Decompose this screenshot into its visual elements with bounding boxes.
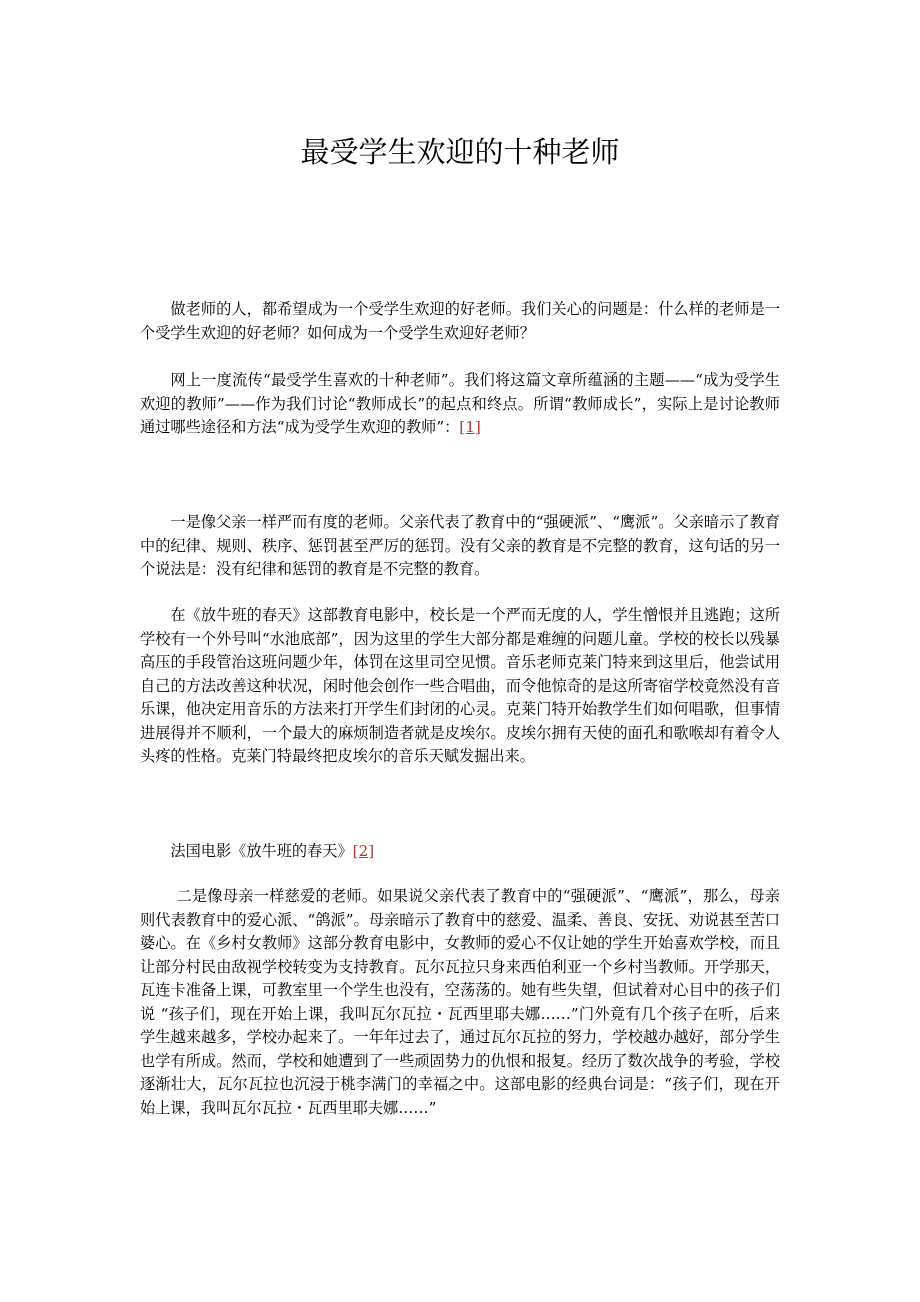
footnote-link-1[interactable]: [1] <box>459 418 481 436</box>
document-title: 最受学生欢迎的十种老师 <box>300 135 620 169</box>
image-caption <box>140 840 780 864</box>
footnote-link-2[interactable]: [2] <box>352 842 375 860</box>
paragraph-mother-teacher: 二是像母亲一样慈爱的老师。如果说父亲代表了教育中的“强硬派”、“鹰派”，那么，母亲则代表教育中的爱心派、“鸽派”。母亲暗示了教育中的慈爱、温柔、善良、安抚、劝说甚至苦口婆心。在《乡村女教师》这部分教育电影中，女教师的爱心不仅让她的学生开始喜欢学校，而且让部分村民由敌视学校转变为支持教育。瓦尔瓦拉只身来西伯利亚一个乡村当教师。开学那天，瓦连卡准备上课，可教室里一个学生也没有，空荡荡的。她有些失望，但试着对心目中的孩子们说 “孩子们，现在开始上课，我叫瓦尔瓦拉・瓦西里耶夫娜……”门外竟有几个孩子在听，后来学生越来越多，学校办起来了。一年年过去了，通过瓦尔瓦拉的努力，学校越办越好，部分学生也学有所成。然而，学校和她遭到了一些顽固势力的仇恨和报复。经历了数次战争的考验，学校逐渐壮大，瓦尔瓦拉也沉浸于桃李满门的幸福之中。这部电影的经典台词是：“孩子们，现在开始上课，我叫瓦尔瓦拉・瓦西里耶夫娜……” <box>140 887 780 1117</box>
paragraph-film-chorus: 在《放牛班的春天》这部教育电影中，校长是一个严而无度的人，学生憎恨并且逃跑；这所学校有一个外号叫“水池底部”，因为这里的学生大部分都是难缠的问题儿童。学校的校长以残暴高压的手段管治这班问题少年，体罚在这里司空见惯。音乐老师克莱门特来到这里后，他尝试用自己的方法改善这种状况，闲时他会创作一些合唱曲，而令他惊奇的是这所寄宿学校竟然没有音乐课，他决定用音乐的方法来打开学生们封闭的心灵。克莱门特开始教学生们如何唱歌，但事情进展得并不顺利，一个最大的麻烦制造者就是皮埃尔。皮埃尔拥有天使的面孔和歌喉却有着令人头疼的性格。克莱门特最终把皮埃尔的音乐天赋发掘出来。 <box>140 606 780 765</box>
paragraph-topic-text: 网上一度流传“最受学生喜欢的十种老师”。我们将这篇文章所蕴涵的主题——“成为受学生欢迎的教师”——作为我们讨论“教师成长”的起点和终点。所谓“教师成长”，实际上是讨论教师通过哪些途径和方法“成为受学生欢迎的教师”： <box>140 371 780 436</box>
image-caption-text: 法国电影《放牛班的春天》 <box>170 842 353 860</box>
paragraph-intro: 做老师的人，都希望成为一个受学生欢迎的好老师。我们关心的问题是：什么样的老师是一个受学生欢迎的好老师？如何成为一个受学生欢迎好老师？ <box>140 300 780 342</box>
paragraph-father-teacher: 一是像父亲一样严而有度的老师。父亲代表了教育中的“强硬派”、“鹰派”。父亲暗示了教育中的纪律、规则、秩序、惩罚甚至严厉的惩罚。没有父亲的教育是不完整的教育，这句话的另一个说法是：没有纪律和惩罚的教育是不完整的教育。 <box>140 513 780 578</box>
paragraph-topic <box>140 369 780 440</box>
